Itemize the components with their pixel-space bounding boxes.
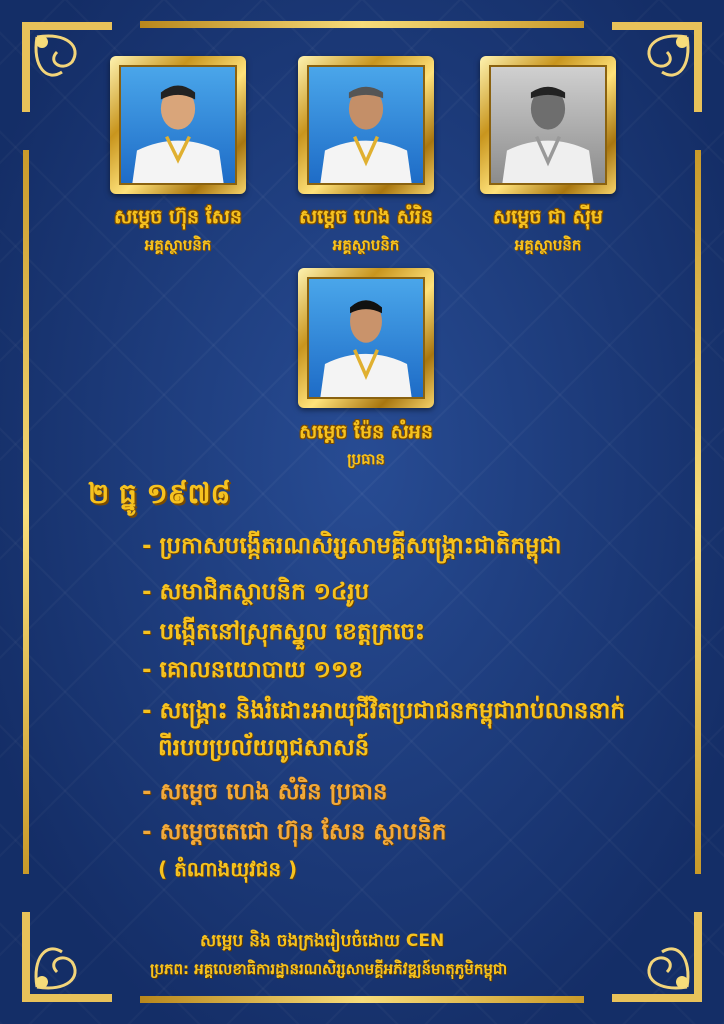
portrait-frame	[298, 268, 434, 408]
portrait-frame	[110, 56, 246, 194]
source-line: ប្រភព: អគ្គលេខាធិការដ្ឋានរណសិរ្សសាមគ្គីអភិវឌ្ឍន៍មាតុភូមិកម្ពុជា	[150, 960, 508, 978]
leader-role: ប្រធាន	[347, 450, 385, 468]
history-point: - សម្តេច ហេង សំរិន ប្រធាន	[142, 779, 388, 805]
history-point: - សង្គ្រោះ និងរំដោះអាយុជីវិតប្រជាជនកម្ពុជារាប់លាននាក់	[142, 698, 625, 724]
history-point: - គោលនយោបាយ ១១ខ	[142, 657, 363, 683]
history-point: ពីរបបប្រល័យពូជសាសន៍	[158, 735, 370, 761]
portrait-photo	[307, 65, 425, 185]
right-border	[695, 150, 701, 874]
leader-role: អគ្គស្ថាបនិក	[144, 236, 212, 254]
portrait-frame	[298, 56, 434, 194]
leader-role: អគ្គស្ថាបនិក	[514, 236, 582, 254]
leader-name: សម្តេច ជា ស៊ីម	[493, 206, 603, 228]
leader-role: អគ្គស្ថាបនិក	[332, 236, 400, 254]
leader-name: សម្តេច ម៉ែន សំអន	[299, 421, 433, 443]
credit-line: សម្អេប និង ចងក្រងរៀបចំដោយ CEN	[200, 931, 445, 951]
corner-ornament-icon	[12, 12, 122, 122]
founding-date: ២ ធ្នូ ១៩៧៨	[88, 477, 231, 510]
portrait-photo	[307, 277, 425, 399]
corner-ornament-icon	[602, 902, 712, 1012]
top-border	[140, 21, 584, 28]
history-point: - ប្រកាសបង្កើតរណសិរ្សសាមគ្គីសង្គ្រោះជាតិកម្ពុជា	[142, 533, 562, 559]
corner-ornament-icon	[12, 902, 122, 1012]
portrait-frame	[480, 56, 616, 194]
history-point: - សម្តេចតេជោ ហ៊ុន សែន ស្ថាបនិក	[142, 819, 447, 845]
bottom-border	[140, 996, 584, 1003]
portrait-photo	[119, 65, 237, 185]
leader-name: សម្តេច ហេង សំរិន	[299, 206, 433, 228]
history-point: ( តំណាងយុវជន )	[158, 857, 298, 881]
history-point: - សមាជិកស្ថាបនិក ១៤រូប	[142, 579, 370, 605]
portrait-photo	[489, 65, 607, 185]
left-border	[23, 150, 29, 874]
corner-ornament-icon	[602, 12, 712, 122]
leader-name: សម្តេច ហ៊ុន សែន	[114, 206, 242, 228]
history-point: - បង្កើតនៅស្រុកស្នួល ខេត្តក្រចេះ	[142, 619, 425, 645]
